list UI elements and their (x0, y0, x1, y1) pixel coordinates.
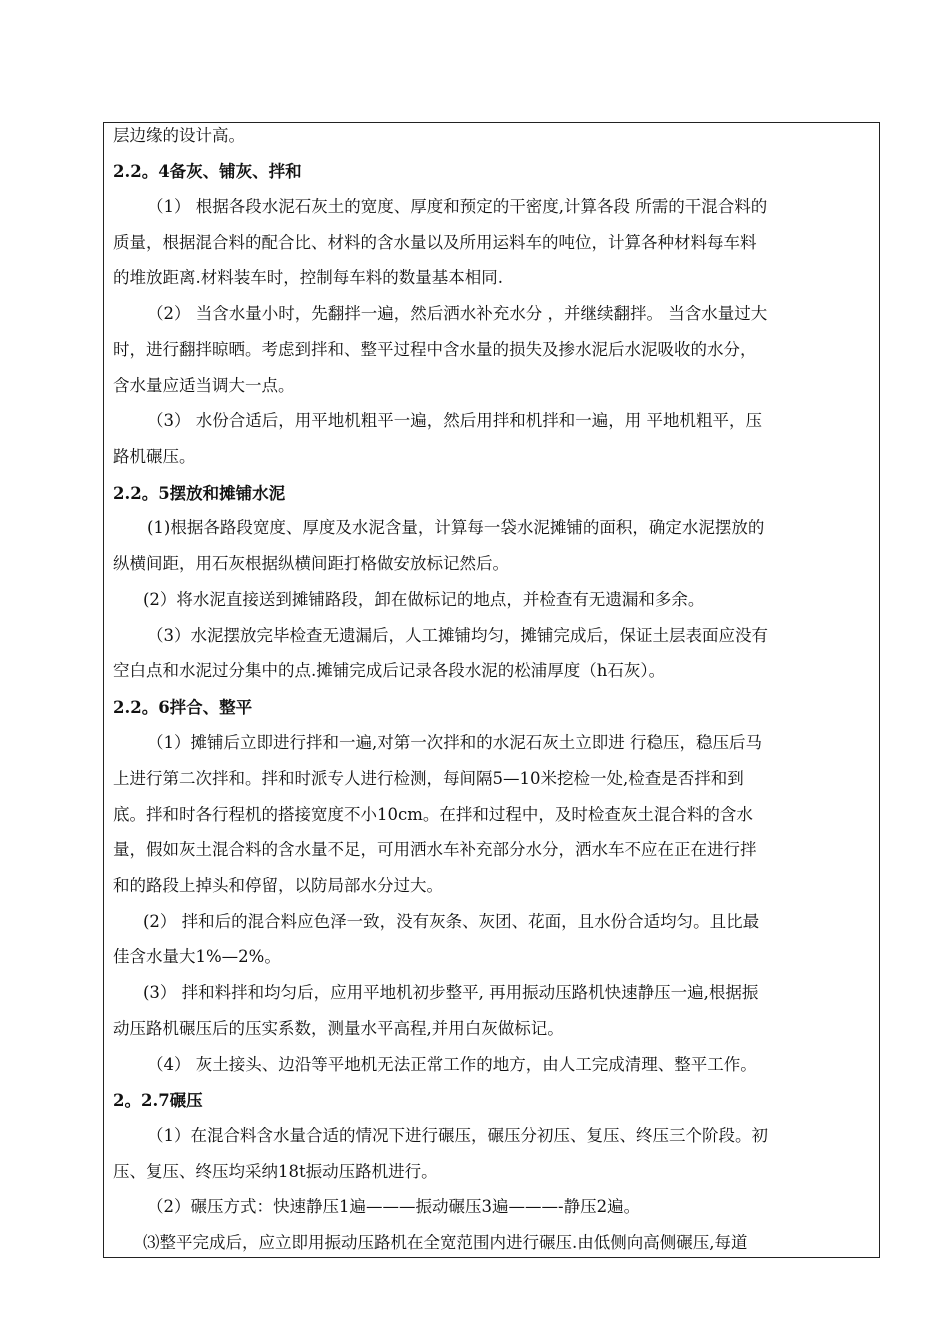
text-line: 底。拌和时各行程机的搭接宽度不小10cm。在拌和过程中，及时检查灰土混合料的含水 (113, 805, 753, 824)
text-line: 的堆放距离.材料装车时，控制每车料的数量基本相同. (113, 268, 503, 287)
text-line: (2） 拌和后的混合料应色泽一致，没有灰条、灰团、花面，且水份合适均匀。且比最 (143, 912, 760, 931)
text-line: 含水量应适当调大一点。 (113, 376, 295, 395)
text-line: (3） 拌和料拌和均匀后，应用平地机初步整平, 再用振动压路机快速静压一遍,根据振 (143, 983, 759, 1002)
text-line: (2）将水泥直接送到摊铺路段，卸在做标记的地点，并检查有无遗漏和多余。 (143, 590, 705, 609)
text-line: 质量，根据混合料的配合比、材料的含水量以及所用运料车的吨位，计算各种材料每车料 (113, 233, 757, 252)
text-line: （3） 水份合适后，用平地机粗平一遍，然后用拌和机拌和一遍，用 平地机粗平，压 (147, 411, 762, 430)
text-line: （3）水泥摆放完毕检查无遗漏后，人工摊铺均匀，摊铺完成后，保证土层表面应没有 (147, 626, 768, 645)
text-line: 量，假如灰土混合料的含水量不足，可用洒水车补充部分水分，洒水车不应在正在进行拌 (113, 840, 757, 859)
text-line: 时，进行翻拌晾晒。考虑到拌和、整平过程中含水量的损失及掺水泥后水泥吸收的水分， (113, 340, 757, 359)
text-line: 和的路段上掉头和停留，以防局部水分过大。 (113, 876, 443, 895)
content-frame (103, 122, 880, 1258)
section-heading: 2.2。4备灰、铺灰、拌和 (113, 162, 302, 181)
text-line: 压、复压、终压均采纳18t振动压路机进行。 (113, 1162, 438, 1181)
text-line: （4） 灰土接头、边沿等平地机无法正常工作的地方，由人工完成清理、整平工作。 (147, 1055, 757, 1074)
text-line: 佳含水量大1%—2%。 (113, 947, 281, 966)
text-line: （1）在混合料含水量合适的情况下进行碾压，碾压分初压、复压、终压三个阶段。初 (147, 1126, 768, 1145)
section-heading: 2.2。5摆放和摊铺水泥 (113, 484, 286, 503)
text-line: 层边缘的设计高。 (113, 126, 245, 145)
text-line: （1）摊铺后立即进行拌和一遍,对第一次拌和的水泥石灰土立即进 行稳压，稳压后马 (147, 733, 762, 752)
text-line: 上进行第二次拌和。拌和时派专人进行检测，每间隔5—10米挖检一处,检查是否拌和到 (113, 769, 744, 788)
text-line: 纵横间距，用石灰根据纵横间距打格做安放标记然后。 (113, 554, 509, 573)
section-heading: 2.2。6拌合、整平 (113, 698, 253, 717)
text-line: 路机碾压。 (113, 447, 196, 466)
text-line: 动压路机碾压后的压实系数，测量水平高程,并用白灰做标记。 (113, 1019, 564, 1038)
text-line: （2） 当含水量小时，先翻拌一遍，然后洒水补充水分 ，并继续翻拌。 当含水量过大 (147, 304, 768, 323)
text-line: ⑶整平完成后，应立即用振动压路机在全宽范围内进行碾压.由低侧向高侧碾压,每道 (143, 1233, 748, 1252)
section-heading: 2。2.7碾压 (113, 1091, 203, 1110)
text-line: (1)根据各路段宽度、厚度及水泥含量，计算每一袋水泥摊铺的面积，确定水泥摆放的 (147, 518, 765, 537)
text-line: 空白点和水泥过分集中的点.摊铺完成后记录各段水泥的松浦厚度（h石灰）。 (113, 661, 666, 680)
text-line: （2）碾压方式：快速静压1遍———振动碾压3遍———-静压2遍。 (147, 1197, 641, 1216)
text-line: （1） 根据各段水泥石灰土的宽度、厚度和预定的干密度,计算各段 所需的干混合料的 (147, 197, 768, 216)
